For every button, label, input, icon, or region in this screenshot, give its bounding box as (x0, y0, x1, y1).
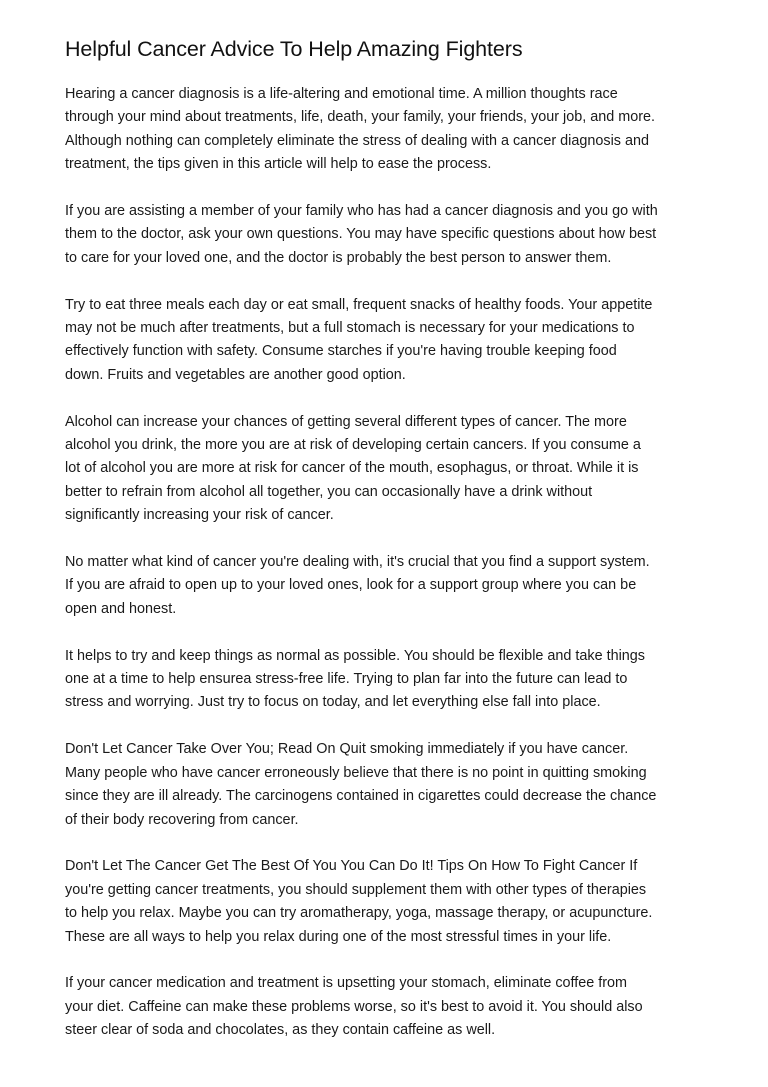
paragraph-line: Don't Let The Cancer Get The Best Of You You Can Do It! Tips On How To Fight Cancer If (65, 858, 638, 875)
paragraph-line: Try to eat three meals each day or eat small, frequent snacks of healthy foods. Your appetite (65, 296, 653, 313)
paragraph (65, 411, 715, 528)
paragraph (65, 972, 715, 1042)
document-body (65, 83, 715, 1043)
paragraph-line: treatment, the tips given in this article will help to ease the process. (65, 156, 492, 173)
paragraph-line: These are all ways to help you relax during one of the most stressful times in your life. (65, 928, 612, 945)
paragraph-line: Don't Let Cancer Take Over You; Read On Quit smoking immediately if you have cancer. (65, 741, 629, 758)
paragraph (65, 855, 715, 949)
paragraph-line: Although nothing can completely eliminate the stress of dealing with a cancer diagnosis and (65, 132, 649, 149)
paragraph-line: you're getting cancer treatments, you should supplement them with other types of therapies (65, 881, 647, 898)
paragraph (65, 294, 715, 388)
paragraph-line: If you are assisting a member of your family who has had a cancer diagnosis and you go with (65, 203, 658, 220)
paragraph-line: down. Fruits and vegetables are another good option. (65, 366, 406, 383)
paragraph-line: Alcohol can increase your chances of getting several different types of cancer. The more (65, 413, 627, 430)
paragraph (65, 200, 715, 270)
paragraph-line: your diet. Caffeine can make these problems worse, so it's best to avoid it. You should also (65, 998, 643, 1015)
paragraph-line: may not be much after treatments, but a full stomach is necessary for your medications to (65, 320, 635, 337)
paragraph-line: lot of alcohol you are more at risk for cancer of the mouth, esophagus, or throat. While it is (65, 460, 639, 477)
document-title: Helpful Cancer Advice To Help Amazing Fighters (65, 37, 523, 61)
document-page (65, 34, 715, 1066)
paragraph-line: to help you relax. Maybe you can try aromatherapy, yoga, massage therapy, or acupuncture. (65, 905, 653, 922)
paragraph-line: better to refrain from alcohol all together, you can occasionally have a drink without (65, 483, 593, 500)
paragraph-line: If your cancer medication and treatment is upsetting your stomach, eliminate coffee from (65, 975, 628, 992)
paragraph-line: through your mind about treatments, life, death, your family, your friends, your job, and more. (65, 109, 656, 126)
paragraph-line: No matter what kind of cancer you're dealing with, it's crucial that you find a support system. (65, 554, 650, 571)
paragraph-line: stress and worrying. Just try to focus on today, and let everything else fall into place. (65, 694, 601, 711)
paragraph-line: significantly increasing your risk of cancer. (65, 507, 334, 524)
paragraph-line: them to the doctor, ask your own questions. You may have specific questions about how best (65, 226, 657, 243)
paragraph-line: Many people who have cancer erroneously believe that there is no point in quitting smoking (65, 764, 647, 781)
paragraph (65, 83, 715, 177)
paragraph-line: open and honest. (65, 600, 177, 617)
paragraph-line: alcohol you drink, the more you are at risk of developing certain cancers. If you consume a (65, 437, 641, 454)
paragraph-line: It helps to try and keep things as normal as possible. You should be flexible and take things (65, 647, 645, 664)
paragraph (65, 738, 715, 832)
paragraph-line: since they are ill already. The carcinogens contained in cigarettes could decrease the chance (65, 788, 657, 805)
paragraph-line: Hearing a cancer diagnosis is a life-altering and emotional time. A million thoughts race (65, 86, 618, 102)
paragraph-line: of their body recovering from cancer. (65, 811, 299, 828)
paragraph-line: steer clear of soda and chocolates, as they contain caffeine as well. (65, 1022, 496, 1039)
paragraph (65, 551, 715, 621)
paragraph-line: If you are afraid to open up to your loved ones, look for a support group where you can be (65, 577, 637, 594)
paragraph-line: one at a time to help ensurea stress-free life. Trying to plan far into the future can lead to (65, 671, 628, 688)
paragraph-line: to care for your loved one, and the doctor is probably the best person to answer them. (65, 249, 612, 266)
paragraph (65, 645, 715, 715)
paragraph-line: effectively function with safety. Consume starches if you're having trouble keeping food (65, 343, 617, 360)
